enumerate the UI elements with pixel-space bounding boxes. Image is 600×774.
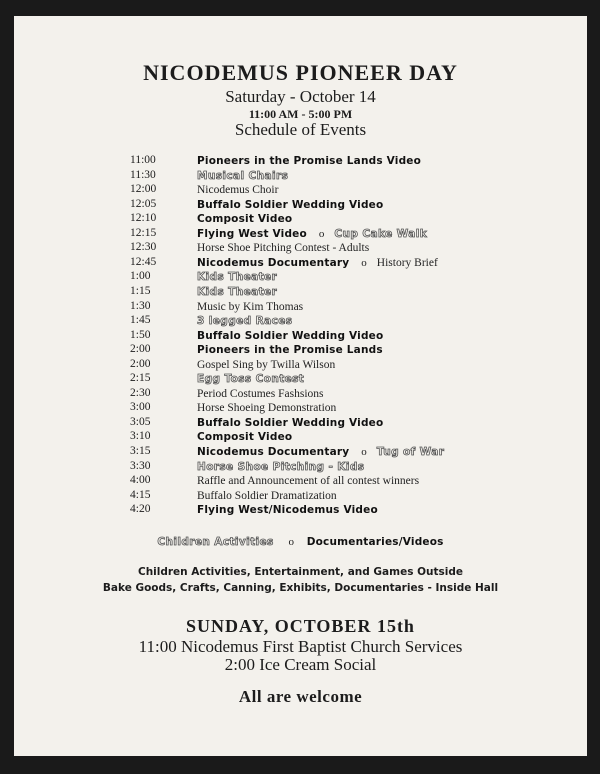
schedule-event xyxy=(197,502,378,517)
event-title: Buffalo Soldier Dramatization xyxy=(197,489,337,502)
event-title: Composit Video xyxy=(197,431,293,444)
schedule-event xyxy=(197,226,427,241)
schedule-time: 1:45 xyxy=(130,314,151,327)
inside-hall-note: Bake Goods, Crafts, Canning, Exhibits, Documentaries - Inside Hall xyxy=(102,582,499,594)
legend-children-activities: Children Activities xyxy=(157,536,274,548)
event-title: Horse Shoe Pitching Contest - Adults xyxy=(197,242,370,255)
schedule-event xyxy=(197,313,292,328)
schedule-time: 4:15 xyxy=(130,488,151,501)
schedule-event xyxy=(197,415,383,430)
schedule-time: 3:30 xyxy=(130,459,151,472)
schedule-event xyxy=(197,197,383,212)
event-date: Saturday - October 14 xyxy=(225,87,376,106)
schedule-time: 12:00 xyxy=(130,183,157,196)
schedule-heading: Schedule of Events xyxy=(234,120,367,139)
schedule-event xyxy=(197,459,364,474)
schedule-event xyxy=(197,400,336,415)
event-title: Gospel Sing by Twilla Wilson xyxy=(197,358,336,371)
schedule-time: 2:30 xyxy=(130,386,151,399)
schedule-event xyxy=(197,357,335,372)
schedule-event xyxy=(197,371,304,386)
schedule-event xyxy=(197,429,292,444)
schedule-time: 11:00 xyxy=(130,154,156,166)
event-hours: 11:00 AM - 5:00 PM xyxy=(248,107,353,121)
event-title: Raffle and Announcement of all contest winners xyxy=(197,475,420,488)
schedule-time: 1:50 xyxy=(130,328,151,341)
schedule-event xyxy=(197,386,324,401)
schedule-event xyxy=(197,255,438,270)
schedule-event xyxy=(197,328,383,343)
schedule-time: 12:15 xyxy=(130,226,157,239)
schedule-event xyxy=(197,488,337,503)
schedule-event xyxy=(197,473,419,488)
event-title: Music by Kim Thomas xyxy=(197,300,304,313)
schedule-event xyxy=(197,168,288,183)
event-title: Egg Toss Contest xyxy=(197,373,305,386)
sunday-ice-cream-social: 2:00 Ice Cream Social xyxy=(224,655,377,674)
schedule-event xyxy=(197,342,383,357)
event-title: Buffalo Soldier Wedding Video xyxy=(197,416,384,429)
event-title: Buffalo Soldier Wedding Video xyxy=(197,329,384,342)
page-title: NICODEMUS PIONEER DAY xyxy=(143,60,458,85)
schedule-time: 12:45 xyxy=(130,255,157,268)
schedule-time: 3:05 xyxy=(130,415,151,428)
schedule-time: 2:00 xyxy=(130,343,151,356)
sunday-church-services: 11:00 Nicodemus First Baptist Church Services xyxy=(138,637,463,656)
event-title: Pioneers in the Promise Lands xyxy=(197,344,383,357)
schedule-time: 3:15 xyxy=(130,445,151,457)
schedule-time: 11:30 xyxy=(130,168,156,181)
event-title: Nicodemus Choir xyxy=(197,184,279,197)
event-separator: o xyxy=(361,446,367,458)
schedule-time: 3:00 xyxy=(130,401,151,414)
schedule-time: 12:10 xyxy=(130,212,157,225)
outside-activities-note: Children Activities, Entertainment, and Games Outside xyxy=(137,566,464,578)
schedule-event xyxy=(197,269,277,284)
flyer-page xyxy=(14,16,587,756)
event-title: Buffalo Soldier Wedding Video xyxy=(197,198,384,211)
schedule-time: 4:20 xyxy=(130,503,151,516)
schedule-event xyxy=(197,211,292,226)
schedule-time: 3:10 xyxy=(130,430,151,443)
schedule-event xyxy=(197,299,303,314)
schedule-time: 1:30 xyxy=(130,299,151,312)
event-title: Kids Theater xyxy=(197,285,278,298)
schedule-event xyxy=(197,240,369,255)
event-title-secondary: History Brief xyxy=(376,256,438,269)
style-legend xyxy=(14,536,587,548)
event-title: Nicodemus Documentary xyxy=(197,256,350,269)
event-title: 3 legged Races xyxy=(197,315,293,328)
event-separator: o xyxy=(361,256,367,269)
event-title: Composit Video xyxy=(197,213,293,226)
event-title: Horse Shoeing Demonstration xyxy=(197,402,337,415)
schedule-event xyxy=(197,153,421,168)
schedule-time: 12:30 xyxy=(130,241,157,254)
sunday-heading: SUNDAY, OCTOBER 15th xyxy=(186,616,415,636)
event-title: Kids Theater xyxy=(197,271,278,284)
event-title: Flying West/Nicodemus Video xyxy=(197,504,378,517)
schedule-time: 4:00 xyxy=(130,474,151,487)
schedule-time: 12:05 xyxy=(130,197,157,210)
schedule-event xyxy=(197,182,278,197)
event-title: Musical Chairs xyxy=(197,169,289,182)
event-title: Flying West Video xyxy=(197,227,307,240)
legend-documentaries-videos: Documentaries/Videos xyxy=(306,536,444,548)
event-title-secondary: Cup Cake Walk xyxy=(334,227,428,240)
schedule-event xyxy=(197,284,277,299)
schedule-event xyxy=(197,444,444,459)
event-separator: o xyxy=(318,227,325,240)
schedule-time: 2:00 xyxy=(130,357,151,370)
event-title: Period Costumes Fashsions xyxy=(197,387,324,400)
welcome-message: All are welcome xyxy=(238,687,363,706)
legend-separator: o xyxy=(288,536,294,548)
schedule-time: 2:15 xyxy=(130,372,151,385)
schedule-time: 1:15 xyxy=(130,284,151,297)
event-title: Nicodemus Documentary xyxy=(197,446,350,458)
event-title: Horse Shoe Pitching - Kids xyxy=(197,460,365,473)
event-title-secondary: Tug of War xyxy=(376,446,445,458)
schedule-time: 1:00 xyxy=(130,270,151,283)
event-title: Pioneers in the Promise Lands Video xyxy=(197,155,422,167)
